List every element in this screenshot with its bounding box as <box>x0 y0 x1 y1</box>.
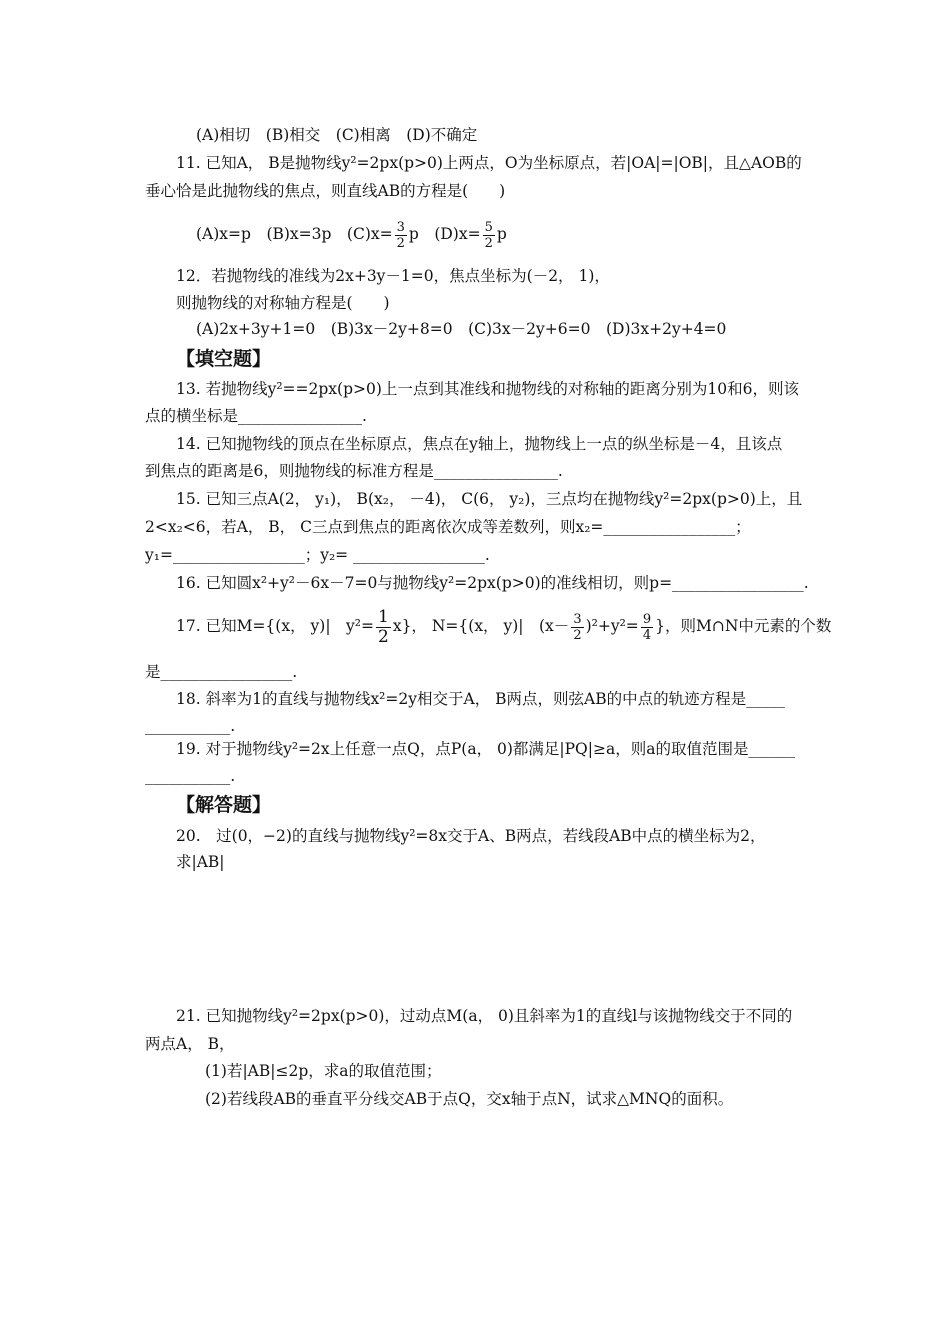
q19-line2: ___________. <box>145 767 236 785</box>
fraction-numerator: 5 <box>484 219 493 235</box>
section-title-fill: 【填空题】 <box>176 348 272 370</box>
q17-line2: 是_________________. <box>145 663 298 681</box>
q21-line1: 21. 已知抛物线y²=2px(p>0)，过动点M(a， 0)且斜率为1的直线l与该抛物线交于不同的 <box>176 1007 793 1025</box>
q11-fraction-c <box>395 221 407 250</box>
q17-text: 17. 已知M={(x， y)| y²= <box>176 617 374 635</box>
q11-line2: 垂心恰是此抛物线的焦点，则直线AB的方程是( ) <box>145 182 506 200</box>
fraction-numerator: 1 <box>378 606 389 627</box>
section-title-answer: 【解答题】 <box>176 794 272 816</box>
q14-line2: 到焦点的距离是6，则抛物线的标准方程是________________. <box>145 462 563 480</box>
fraction-denominator: 2 <box>573 627 582 643</box>
q12-options: (A)2x+3y+1=0 (B)3x－2y+8=0 (C)3x－2y+6=0 (D)3x+2y+4=0 <box>196 320 727 338</box>
q11-options <box>196 212 507 256</box>
q20-line1: 20. 过(0，−2)的直线与抛物线y²=8x交于A、B两点，若线段AB中点的横坐标为2， <box>176 827 766 845</box>
q11-fraction-d <box>483 221 495 250</box>
q21-line3: (1)若|AB|≤2p，求a的取值范围； <box>205 1062 442 1080</box>
q18-line1: 18. 斜率为1的直线与抛物线x²=2y相交于A， B两点，则弦AB的中点的轨迹方程是_____ <box>176 690 785 708</box>
q17-text: x}， N={(x， y)| (x－ <box>392 617 570 635</box>
q15-line2: 2<x₂<6，若A， B， C三点到焦点的距离依次成等差数列，则x₂=_________________； <box>145 518 751 536</box>
fraction-numerator: 9 <box>642 611 652 627</box>
q13-line2: 点的横坐标是________________. <box>145 407 367 425</box>
q16-line1: 16. 已知圆x²+y²－6x－7=0与抛物线y²=2px(p>0)的准线相切，则p=_________________. <box>176 574 809 592</box>
q11-options-text: (A)x=p (B)x=3p (C)x= <box>196 225 393 243</box>
q20-line2: 求|AB| <box>176 853 225 871</box>
q17-fraction-3 <box>641 613 653 642</box>
q17-text: }，则M∩N中元素的个数 <box>655 617 832 635</box>
q10-options: (A)相切 (B)相交 (C)相离 (D)不确定 <box>196 126 478 144</box>
fraction-denominator: 2 <box>396 235 405 251</box>
q12-line2: 则抛物线的对称轴方程是( ) <box>176 294 390 312</box>
q17-fraction-2 <box>571 613 583 642</box>
fraction-denominator: 4 <box>642 627 652 643</box>
q11-line1: 11. 已知A， B是抛物线y²=2px(p>0)上两点，O为坐标原点，若|OA|=|OB|，且△AOB的 <box>176 154 802 172</box>
q21-line4: (2)若线段AB的垂直平分线交AB于点Q，交x轴于点N，试求△MNQ的面积。 <box>205 1090 734 1108</box>
fraction-numerator: 3 <box>396 219 405 235</box>
q19-line1: 19. 对于抛物线y²=2x上任意一点Q，点P(a， 0)都满足|PQ|≥a，则a的取值范围是______ <box>176 740 795 758</box>
q21-line2: 两点A， B， <box>145 1035 235 1053</box>
q15-line3: y₁=_________________；y₂= _________________. <box>145 546 490 564</box>
fraction-numerator: 3 <box>573 611 582 627</box>
q15-line1: 15. 已知三点A(2， y₁)， B(x₂， －4)， C(6， y₂)，三点均在抛物线y²=2px(p>0)上，且 <box>176 490 803 508</box>
q18-line2: ___________. <box>145 717 236 735</box>
q17-line1 <box>176 604 831 648</box>
q17-text: )²+y²= <box>585 617 639 635</box>
q12-line1: 12．若抛物线的准线为2x+3y－1=0，焦点坐标为(－2， 1)， <box>176 267 610 285</box>
q11-options-text: p <box>496 225 507 243</box>
fraction-denominator: 2 <box>484 235 493 251</box>
q17-fraction-1 <box>376 606 391 647</box>
fraction-denominator: 2 <box>378 626 389 647</box>
q13-line1: 13. 若抛物线y²==2px(p>0)上一点到其准线和抛物线的对称轴的距离分别为10和6，则该 <box>176 380 799 398</box>
q14-line1: 14. 已知抛物线的顶点在坐标原点，焦点在y轴上，抛物线上一点的纵坐标是－4，且该点 <box>176 435 783 453</box>
q11-options-text: p (D)x= <box>408 225 481 243</box>
